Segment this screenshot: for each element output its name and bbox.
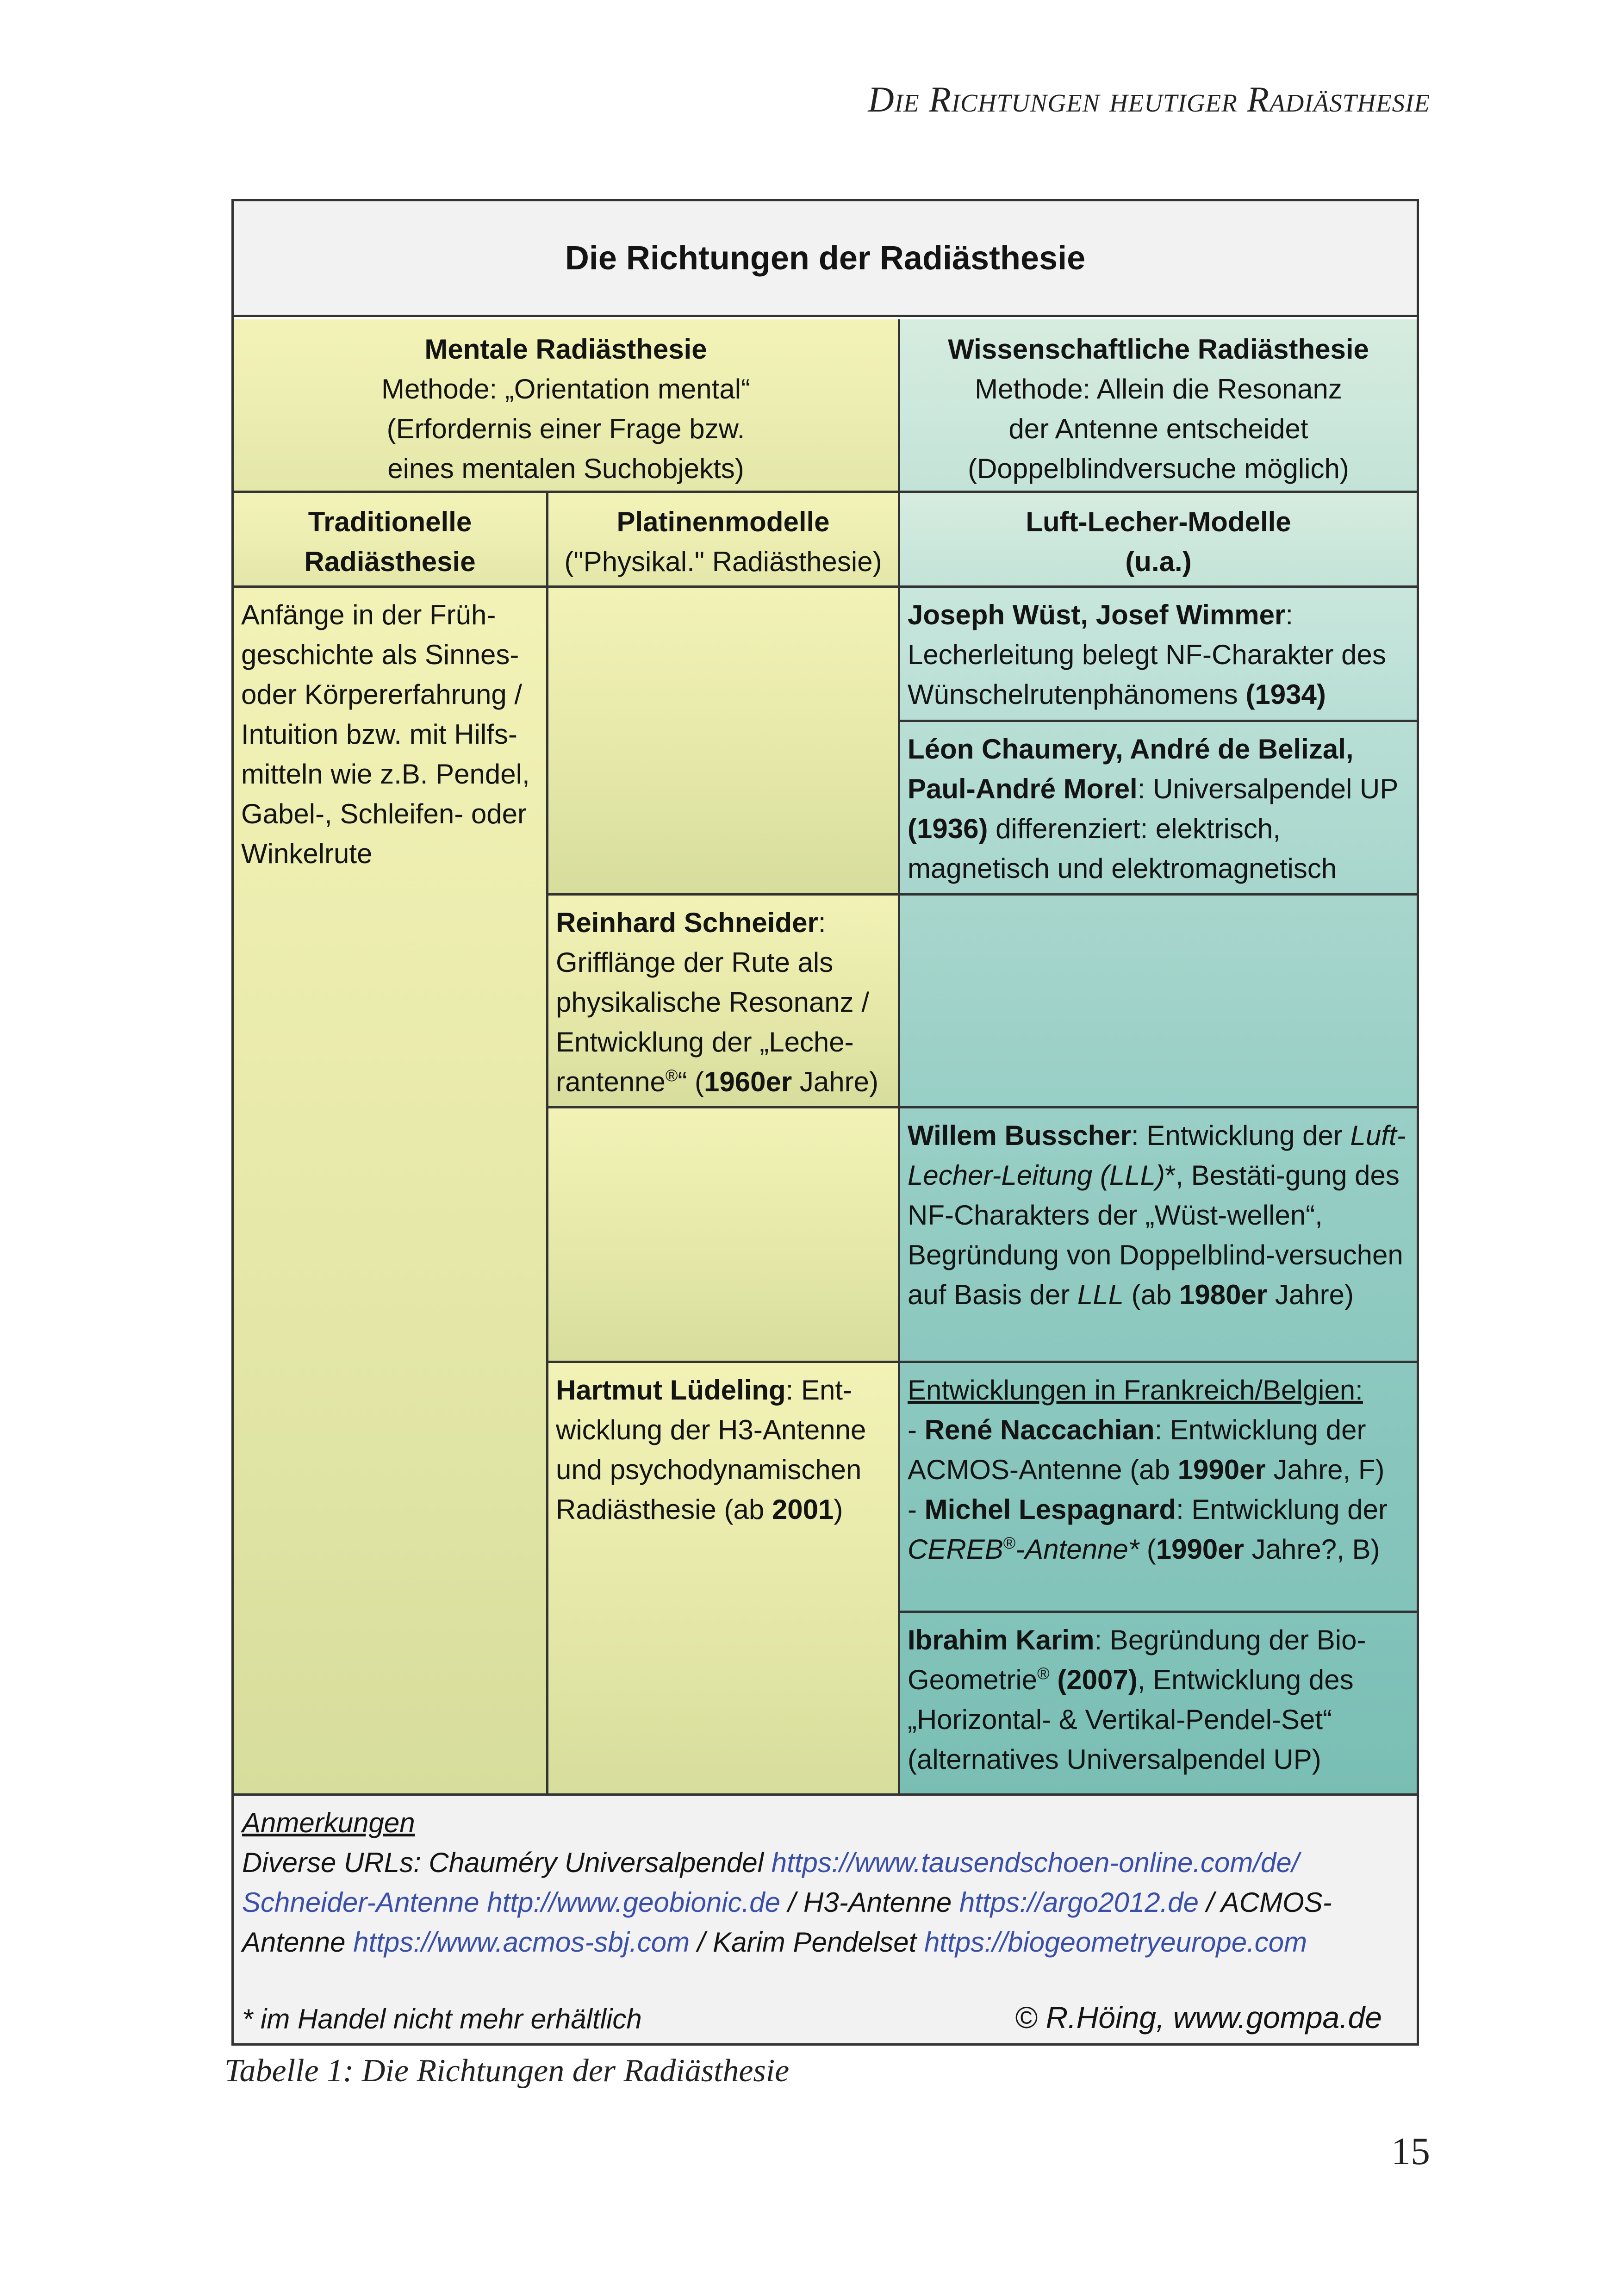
notes-heading: Anmerkungen (242, 1807, 415, 1838)
luedeling-year: 2001 (772, 1494, 834, 1525)
busscher-year: 1980er (1179, 1279, 1268, 1310)
schneider-reg: ® (665, 1066, 678, 1085)
karim-name: Ibrahim Karim (908, 1624, 1095, 1655)
notes-text4: / ACMOS-Antenne (242, 1887, 1332, 1958)
table-title: Die Richtungen der Radiästhesie (234, 201, 1417, 317)
url-tausendschoen[interactable]: https://www.tausendschoen-online.com/de/ (771, 1847, 1300, 1878)
page-number: 15 (1391, 2130, 1430, 2173)
karim-reg: ® (1037, 1664, 1050, 1683)
busscher-name: Willem Busscher (908, 1120, 1131, 1151)
schneider-year: 1960er (704, 1066, 792, 1097)
france-cereb2: -Antenne* (1015, 1534, 1139, 1565)
notes-text2: Schneider-Antenne (242, 1887, 487, 1918)
busscher-text2: *, Bestäti-gung des NF-Charakters der „Wüst-wellen“, Begründung von Doppelblind-versuchen auf Basis der (908, 1160, 1403, 1310)
footnote: * im Handel nicht mehr erhältlich (242, 2004, 642, 2035)
luedeling-cell (548, 1363, 900, 1793)
column-traditional-line1: Traditionelle (308, 506, 472, 537)
luft-empty (900, 896, 1417, 1108)
url-argo2012[interactable]: https://argo2012.de (959, 1887, 1199, 1918)
directions-table (231, 199, 1419, 2046)
column-luft-line2: (u.a.) (1125, 546, 1192, 577)
chaumery-names1: Léon Chaumery, André de Belizal, (908, 734, 1354, 765)
france-dash1: - (908, 1414, 925, 1445)
wuest-text: : Lecherleitung belegt NF-Charakter des Wünschelrutenphänomens (908, 599, 1386, 710)
schneider-name: Reinhard Schneider (556, 907, 818, 938)
luedeling-text2: ) (834, 1494, 843, 1525)
france-heading: Entwicklungen in Frankreich/Belgien: (908, 1375, 1363, 1406)
mental-heading: Mentale Radiästhesie (424, 334, 707, 365)
france-cereb: CEREB (908, 1534, 1003, 1565)
mental-line1: Methode: „Orientation mental“ (381, 373, 751, 404)
scientific-heading: Wissenschaftliche Radiästhesie (948, 334, 1369, 365)
chaumery-text1: : Universalpendel UP (1137, 773, 1398, 804)
column-platinen-line1: Platinenmodelle (616, 506, 830, 537)
france-year2: 1990er (1156, 1534, 1244, 1565)
schneider-text2: “ ( (678, 1066, 704, 1097)
column-platinen (548, 493, 900, 588)
notes-text1: Diverse URLs: Chauméry Universalpendel (242, 1847, 772, 1878)
karim-text1: : Begründung der Bio-Geometrie (908, 1624, 1366, 1695)
france-year1: 1990er (1177, 1454, 1266, 1485)
mental-line2: (Erfordernis einer Frage bzw. (386, 413, 745, 444)
scientific-line3: (Doppelblindversuche möglich) (968, 453, 1349, 484)
column-traditional-line2: Radiästhesie (304, 546, 476, 577)
scientific-header (900, 319, 1417, 493)
france-dash2: - (908, 1494, 925, 1525)
karim-year: (2007) (1057, 1664, 1138, 1695)
karim-cell (900, 1613, 1417, 1793)
platinen-empty-2 (548, 1108, 900, 1363)
notes-section (234, 1793, 1417, 2043)
mental-header (234, 319, 900, 493)
chaumery-names2: Paul-André Morel (908, 773, 1138, 804)
france-text2c: Jahre?, B) (1244, 1534, 1380, 1565)
platinen-empty-1 (548, 588, 900, 896)
busscher-text1: : Entwicklung der (1131, 1120, 1350, 1151)
karim-text3: , Entwicklung des „Horizontal- & Vertikal-Pendel-Set“ (alternatives Universalpendel UP) (908, 1664, 1354, 1775)
france-text2: : Entwicklung der (1176, 1494, 1388, 1525)
wuest-names: Joseph Wüst, Josef Wimmer (908, 599, 1286, 630)
wuest-year: (1934) (1245, 679, 1326, 710)
france-cell (900, 1363, 1417, 1613)
notes-text3: / H3-Antenne (780, 1887, 959, 1918)
france-text2b: ( (1139, 1534, 1156, 1565)
busscher-text3: (ab (1123, 1279, 1180, 1310)
traditional-cell (234, 588, 548, 1793)
france-text1b: Jahre, F) (1265, 1454, 1385, 1485)
luedeling-text1: : Ent-wicklung der H3-Antenne und psychodynamischen Radiästhesie (ab (556, 1375, 866, 1525)
karim-text2 (1050, 1664, 1058, 1695)
schneider-cell (548, 896, 900, 1108)
url-geobionic[interactable]: http://www.geobionic.de (487, 1887, 781, 1918)
busscher-cell (900, 1108, 1417, 1363)
france-reg: ® (1003, 1533, 1016, 1552)
busscher-lll: Luft-Lecher-Leitung (LLL) (908, 1120, 1406, 1191)
scientific-line1: Methode: Allein die Resonanz (975, 373, 1342, 404)
url-biogeometry[interactable]: https://biogeometryeurope.com (924, 1927, 1307, 1958)
chaumery-cell (900, 722, 1417, 896)
traditional-text: Anfänge in der Früh-geschichte als Sinnes- oder Körpererfahrung / Intuition bzw. mit Hilfs-mitteln wie z.B. Pendel, Gabel-, Schleifen- oder Winkelrute (241, 599, 530, 869)
chaumery-text2: differenziert: elektrisch, magnetisch und elektromagnetisch (908, 813, 1337, 884)
wuest-cell (900, 588, 1417, 722)
chaumery-year: (1936) (908, 813, 988, 844)
busscher-lll-short: LLL (1077, 1279, 1124, 1310)
france-name1: René Naccachian (924, 1414, 1155, 1445)
url-acmos[interactable]: https://www.acmos-sbj.com (353, 1927, 690, 1958)
column-traditional (234, 493, 548, 588)
table-caption: Tabelle 1: Die Richtungen der Radiästhesie (224, 2053, 790, 2089)
column-luft-line1: Luft-Lecher-Modelle (1026, 506, 1291, 537)
schneider-text1: : Grifflänge der Rute als physikalische Resonanz / Entwicklung der „Leche-rantenne (556, 907, 870, 1097)
scientific-line2: der Antenne entscheidet (1008, 413, 1308, 444)
luedeling-name: Hartmut Lüdeling (556, 1375, 786, 1406)
busscher-text4: Jahre) (1267, 1279, 1354, 1310)
notes-text5: / Karim Pendelset (690, 1927, 924, 1958)
france-name2: Michel Lespagnard (924, 1494, 1176, 1525)
copyright: © R.Höing, www.gompa.de (1014, 2000, 1382, 2035)
column-luft (900, 493, 1417, 588)
column-platinen-line2: ("Physikal." Radiästhesie) (564, 546, 882, 577)
notes-urls (242, 1843, 1408, 1962)
running-head: Die Richtungen heutiger Radiästhesie (868, 79, 1430, 119)
schneider-text3: Jahre) (792, 1066, 878, 1097)
mental-line3: eines mentalen Suchobjekts) (387, 453, 744, 484)
france-text1: : Entwicklung der ACMOS-Antenne (ab (908, 1414, 1366, 1485)
